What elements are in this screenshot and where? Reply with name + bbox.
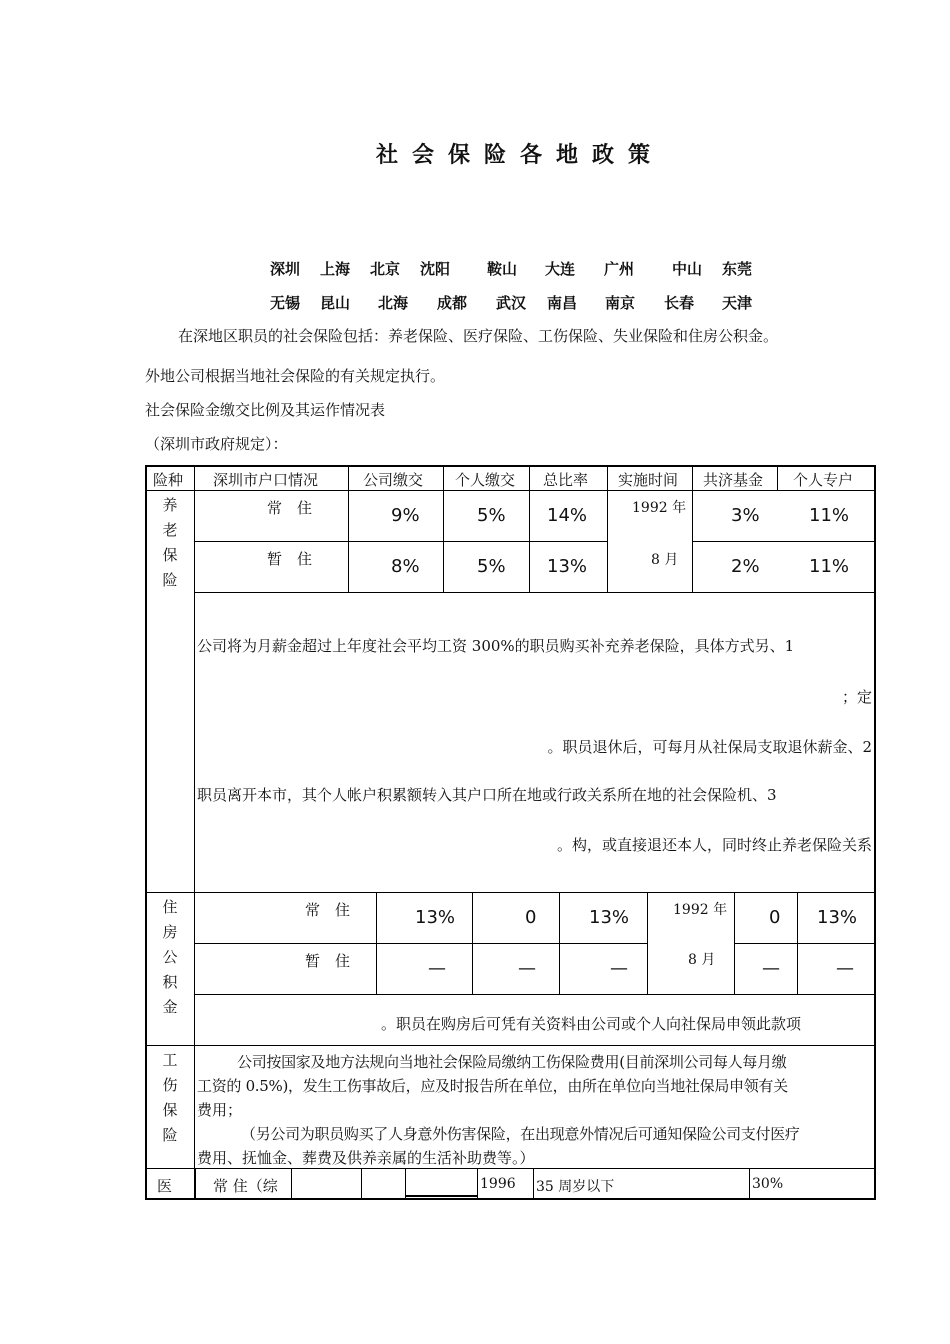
injury-text-1: 公司按国家及地方法规向当地社会保险局缴纳工伤保险费用(目前深圳公司每人每月缴 (237, 1053, 787, 1071)
intro-paragraph: 在深地区职员的社会保险包括：养老保险、医疗保险、工伤保险、失业保险和住房公积金。 (178, 327, 779, 345)
pension-company-permanent: 9% (391, 505, 420, 526)
housing-status-temporary: 暂 住 (305, 952, 351, 970)
pension-company-temporary: 8% (391, 556, 420, 577)
city-name: 大连 (545, 260, 576, 278)
housing-total-temporary: — (610, 958, 628, 979)
pension-total-temporary: 13% (547, 556, 588, 577)
pension-date-month: 8 月 (651, 552, 679, 568)
insurance-table (145, 465, 875, 1200)
city-name: 北海 (378, 294, 409, 312)
pension-date-year: 1992 年 (632, 500, 687, 516)
housing-date-year: 1992 年 (673, 902, 728, 918)
table-source-note: （深圳市政府规定）： (145, 435, 288, 453)
pension-note-2: 。职员退休后，可每月从社保局支取退休薪金、2 (547, 738, 872, 756)
table-caption: 社会保险金缴交比例及其运作情况表 (145, 401, 386, 419)
pension-personal-permanent: 5% (477, 505, 506, 526)
pension-account-temporary: 11% (809, 556, 850, 577)
medical-rate: 30% (752, 1176, 784, 1192)
housing-date-month: 8 月 (688, 952, 716, 968)
city-name: 南京 (605, 294, 636, 312)
pension-note-3: 职员离开本市，其个人帐户积累额转入其户口所在地或行政关系所在地的社会保险机、3 (197, 786, 777, 804)
city-name: 广州 (604, 260, 635, 278)
city-name: 长春 (664, 294, 695, 312)
pension-account-permanent: 11% (809, 505, 850, 526)
injury-text-4: （另公司为职员购买了人身意外伤害保险，在出现意外情况后可通知保险公司支付医疗 (241, 1125, 800, 1143)
housing-mutual-permanent: 0 (769, 907, 781, 928)
housing-personal-permanent: 0 (525, 907, 537, 928)
header-total-rate: 总比率 (543, 471, 589, 489)
medical-age-range: 35 周岁以下 (536, 1179, 615, 1195)
city-name: 东莞 (722, 260, 753, 278)
housing-total-permanent: 13% (589, 907, 630, 928)
city-name: 天津 (722, 294, 753, 312)
city-name: 北京 (370, 260, 401, 278)
housing-company-temporary: — (428, 958, 446, 979)
injury-insurance-label: 工 伤 保 险 (162, 1051, 178, 1144)
pension-note-3-cont: 。构，或直接退还本人，同时终止养老保险关系 (556, 836, 872, 854)
medical-status: 常 住（综 (213, 1177, 278, 1195)
pension-status-temporary: 暂 住 (267, 550, 313, 568)
injury-text-5: 费用、抚恤金、葬费及供养亲属的生活补助费等。） (197, 1149, 535, 1167)
pension-note-1: 公司将为月薪金超过上年度社会平均工资 300%的职员购买补充养老保险，具体方式另、1 (197, 637, 795, 655)
pension-mutual-permanent: 3% (731, 505, 760, 526)
housing-account-temporary: — (836, 958, 854, 979)
medical-year: 1996 (480, 1176, 516, 1192)
city-name: 无锡 (270, 294, 301, 312)
city-name: 成都 (437, 294, 468, 312)
housing-status-permanent: 常 住 (305, 901, 351, 919)
pension-mutual-temporary: 2% (731, 556, 760, 577)
city-name: 武汉 (496, 294, 527, 312)
pension-status-permanent: 常 住 (267, 499, 313, 517)
housing-account-permanent: 13% (817, 907, 858, 928)
city-name: 鞍山 (487, 260, 518, 278)
injury-text-2: 工资的 0.5%)，发生工伤事故后，应及时报告所在单位，由所在单位向当地社保局申领有关 (197, 1077, 788, 1095)
header-effective-date: 实施时间 (618, 471, 679, 489)
header-personal-account: 个人专户 (793, 471, 854, 489)
header-personal-contribution: 个人缴交 (455, 471, 516, 489)
city-name: 中山 (672, 260, 703, 278)
housing-mutual-temporary: — (762, 958, 780, 979)
pension-label: 养 老 保 险 (162, 496, 178, 589)
intro-paragraph-cont: 外地公司根据当地社会保险的有关规定执行。 (145, 367, 446, 385)
city-name: 上海 (320, 260, 351, 278)
page-title: 社会保险各地政策 (375, 143, 664, 168)
pension-total-permanent: 14% (547, 505, 588, 526)
header-insurance-type: 险种 (153, 471, 184, 489)
header-company-contribution: 公司缴交 (363, 471, 424, 489)
header-mutual-fund: 共济基金 (703, 471, 764, 489)
pension-note-1-cont: ；定 (841, 688, 872, 706)
housing-fund-label: 住 房 公 积 金 (162, 898, 178, 1016)
pension-personal-temporary: 5% (477, 556, 506, 577)
medical-label: 医 (157, 1177, 173, 1195)
city-name: 深圳 (270, 260, 301, 278)
city-name: 昆山 (320, 294, 351, 312)
housing-personal-temporary: — (518, 958, 536, 979)
city-name: 沈阳 (420, 260, 451, 278)
city-name: 南昌 (547, 294, 578, 312)
injury-text-3: 费用； (197, 1101, 243, 1119)
housing-company-permanent: 13% (415, 907, 456, 928)
housing-note: 。职员在购房后可凭有关资料由公司或个人向社保局申领此款项 (381, 1015, 802, 1033)
header-hukou-status: 深圳市户口情况 (213, 471, 319, 489)
